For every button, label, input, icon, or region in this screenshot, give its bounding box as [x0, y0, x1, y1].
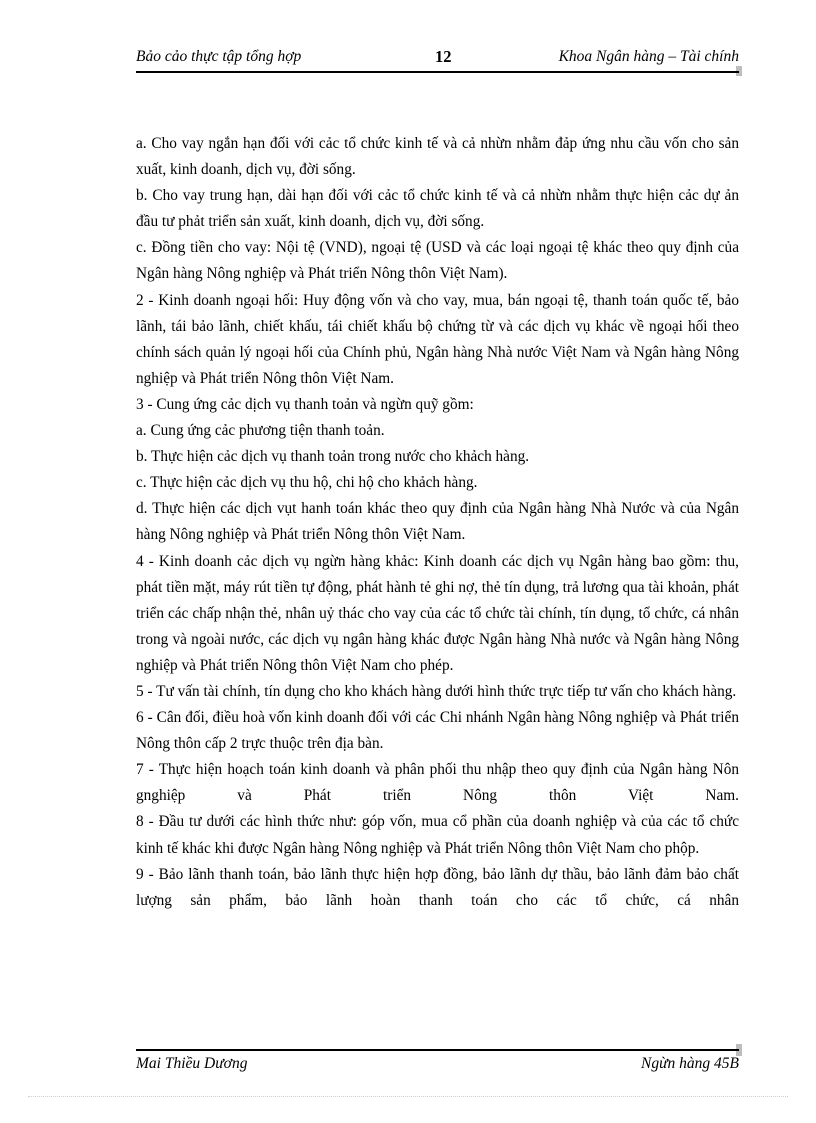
- paragraph-domestic-payments: b. Thực hiện cảc dịch vụ thanh toản trong nước cho khảch hàng.: [136, 448, 530, 466]
- body-text: [136, 131, 739, 914]
- page-bottom-border: [28, 1096, 788, 1097]
- paragraph-foreign-exchange: 2 - Kinh doanh ngoại hối: Huy động vốn và cho vay, mua, bán ngoại tệ, thanh toán quốc tế, bảo lãnh, tái bảo lãnh, chiết khấu, tái chiết khấu bộ chứng từ và các dịch vụ khác về ngoại hối theo chính sách quản lý ngoại hối của Chính phủ, Ngân hàng Nhà nước Việt Nam và Ngân hàng Nông nghiệp và Phát triển Nông thôn Việt Nam.: [136, 291, 739, 387]
- header-report-title: Bảo cảo thực tập tổng hợp: [136, 48, 302, 65]
- footer-class: Ngừn hàng 45B: [640, 1055, 739, 1072]
- paragraph-payment-means: a. Cung ứng cảc phương tiện thanh toản.: [136, 422, 385, 440]
- header-department: Khoa Ngân hàng – Tài chính: [558, 48, 739, 65]
- page-header: [136, 48, 739, 70]
- header-page-number: 12: [435, 47, 452, 66]
- footer-rule: [136, 1049, 739, 1051]
- paragraph-accounting: 7 - Thực hiện hoạch toán kinh doanh và phân phối thu nhập theo quy định của Ngân hàng Nôn gnghiệp và Phát triển Nông thôn Việt Nam.: [136, 761, 739, 805]
- paragraph-payment-services: 3 - Cung ứng cảc dịch vụ thanh toản và ngừn quỹ gồm:: [136, 395, 474, 413]
- paragraph-other-banking-services: 4 - Kinh doanh cảc dịch vụ ngừn hàng khảc: Kinh doanh các dịch vụ Ngân hàng bao gồm: thu, phát tiền mặt, máy rút tiền tự động, phát hành tẻ ghi nợ, thẻ tín dụng, trả lương qua tài khoản, phát triển các chấp nhận thẻ, nhân uỷ thác cho vay của các tổ chức tài chính, tín dụng, tổ chức, cá nhân trong và ngoài nước, các dịch vụ ngân hàng khác được Ngân hàng Nhà nước và Ngân hàng Nông nghiệp và Phát triển Nông thôn Việt Nam cho phép.: [136, 552, 739, 674]
- paragraph-medium-long-term-loans: b. Cho vay trung hạn, dài hạn đối với cảc tổ chức kinh tế và cả nhừn nhằm thực hiện cảc dự ản đầu tư phảt triển sản xuất, kinh doanh, dịch vụ, đời sống.: [136, 187, 739, 231]
- paragraph-other-payment-services: d. Thực hiện các dịch vụt hanh toán khác theo quy định của Ngân hàng Nhà Nước và của Ngân hàng Nông nghiệp và Phát triển Nông thôn Việt Nam.: [136, 500, 739, 544]
- header-rule: [136, 71, 739, 73]
- paragraph-loan-currency: c. Đồng tiền cho vay: Nội tệ (VND), ngoại tệ (USD và các loại ngoại tệ khác theo quy định của Ngân hàng Nông nghiệp và Phát triển Nông thôn Việt Nam).: [136, 239, 739, 283]
- paragraph-guarantees: 9 - Bảo lãnh thanh toán, bảo lãnh thực hiện hợp đồng, bảo lãnh dự thầu, bảo lãnh đảm bảo chất lượng sản phẩm, bảo lãnh hoàn thanh toán cho các tổ chức, cá nhân: [136, 865, 739, 909]
- paragraph-capital-balancing: 6 - Cân đối, điều hoà vốn kinh doanh đối với các Chi nhánh Ngân hàng Nông nghiệp và Phát triển Nông thôn cấp 2 trực thuộc trên địa bàn.: [136, 709, 739, 753]
- page-footer: [136, 1055, 739, 1077]
- paragraph-financial-advisory: 5 - Tư vấn tài chính, tín dụng cho kho khách hàng dưới hình thức trực tiếp tư vấn cho khách hàng.: [136, 682, 737, 700]
- paragraph-investment: 8 - Đầu tư dưới các hình thức như: góp vốn, mua cổ phần của doanh nghiệp và của các tổ chức kinh tế khác khi được Ngân hàng Nông nghiệp và Phát triển Nông thôn Việt Nam cho phộp.: [136, 813, 739, 857]
- paragraph-short-term-loans: a. Cho vay ngắn hạn đối với cảc tổ chức kinh tế và cả nhừn nhằm đảp ứng nhu cầu vốn cho sản xuất, kinh doanh, dịch vụ, đời sống.: [136, 135, 739, 179]
- footer-author: Mai Thiều Dương: [136, 1055, 248, 1072]
- paragraph-collection-services: c. Thực hiện cảc dịch vụ thu hộ, chi hộ cho khảch hàng.: [136, 474, 478, 492]
